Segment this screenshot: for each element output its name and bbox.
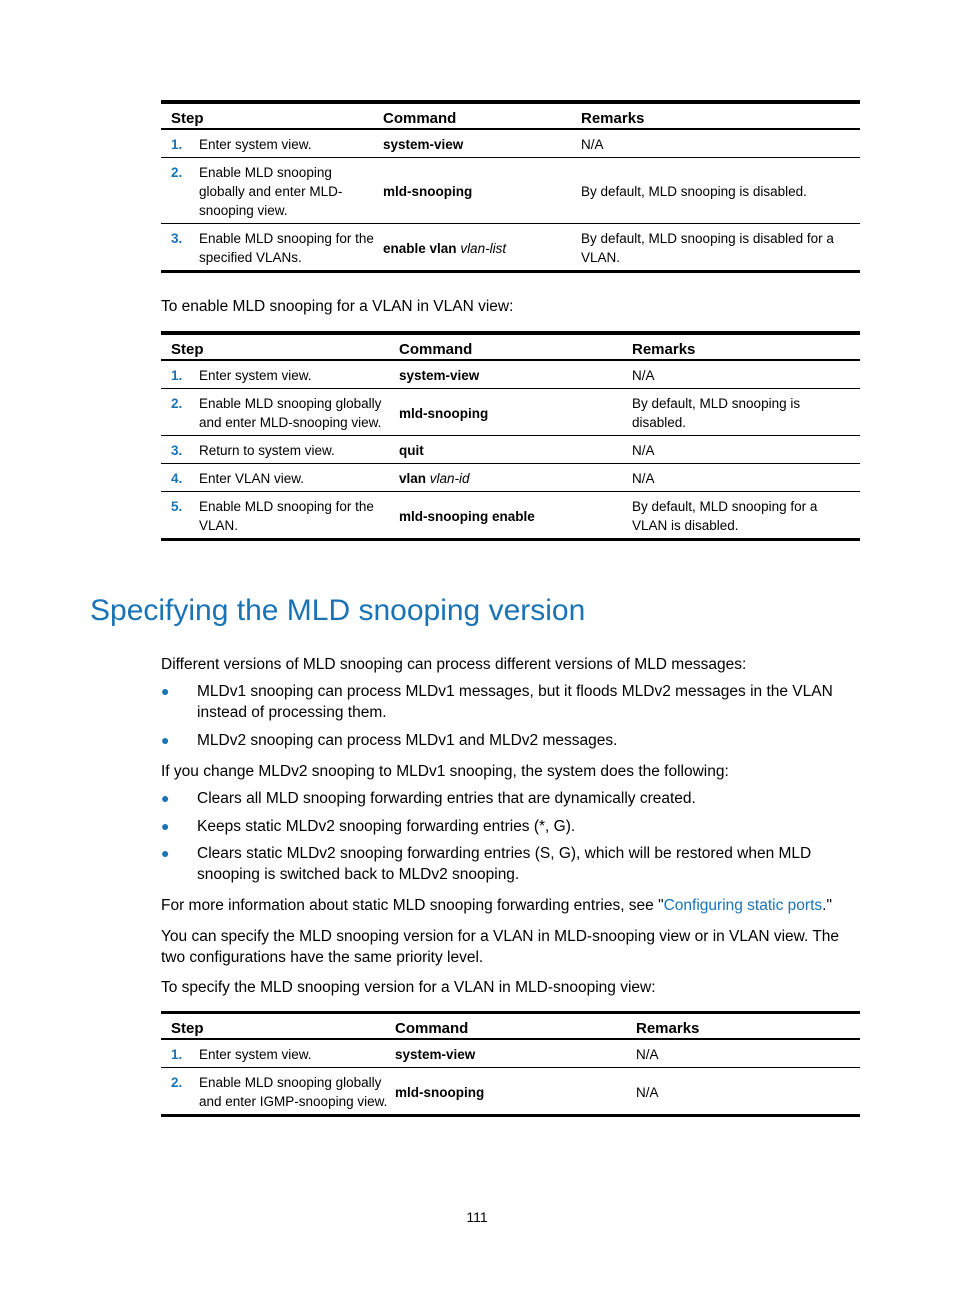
- step-number: 2.: [161, 389, 199, 436]
- bullet-text: MLDv2 snooping can process MLDv1 and MLDv2 messages.: [197, 732, 618, 749]
- remarks-cell: By default, MLD snooping is disabled.: [632, 389, 860, 436]
- command-keyword: quit: [399, 443, 424, 458]
- paragraph-change: If you change MLDv2 snooping to MLDv1 snooping, the system does the following:: [161, 763, 729, 780]
- table-row: [161, 492, 860, 540]
- command-cell: [399, 360, 632, 389]
- command-cell: [395, 1039, 636, 1068]
- paragraph-more-info: [161, 895, 866, 916]
- command-cell: [399, 492, 632, 540]
- command-argument: vlan-id: [429, 471, 470, 486]
- bullet-item: [161, 843, 866, 885]
- step-number: 1.: [161, 360, 199, 389]
- remarks-cell: N/A: [636, 1039, 860, 1068]
- command-cell: [399, 464, 632, 492]
- command-keyword: enable vlan: [383, 240, 457, 256]
- remarks-cell: By default, MLD snooping for a VLAN is disabled.: [632, 499, 818, 533]
- table-row: [161, 1068, 860, 1116]
- step-number: 4.: [161, 464, 199, 492]
- step-text: Enter VLAN view.: [199, 464, 399, 492]
- header-step: Step: [161, 1013, 395, 1040]
- header-command: Command: [395, 1013, 636, 1040]
- command-cell: [383, 129, 581, 158]
- table-1: [161, 100, 860, 273]
- bullet-text: Clears static MLDv2 snooping forwarding entries (S, G), which will be restored when MLD snooping is switched back to MLDv2 snooping.: [197, 845, 812, 883]
- remarks-cell: N/A: [632, 360, 860, 389]
- step-number: 2.: [161, 158, 199, 224]
- paragraph-specify: You can specify the MLD snooping version for a VLAN in MLD-snooping view or in VLAN view. The two configurations have the same priority level.: [161, 928, 840, 966]
- bullet-item: [161, 681, 866, 723]
- table-row: [161, 158, 860, 224]
- bullet-item: [161, 788, 866, 809]
- bullet-dot-icon: ●: [161, 845, 170, 861]
- command-cell: [395, 1068, 636, 1116]
- bullet-dot-icon: ●: [161, 732, 170, 748]
- bullet-text: Keeps static MLDv2 snooping forwarding entries (*, G).: [197, 818, 576, 835]
- step-number: 1.: [161, 129, 199, 158]
- header-remarks: Remarks: [636, 1013, 860, 1040]
- header-step: Step: [161, 333, 399, 360]
- remarks-cell: N/A: [636, 1084, 659, 1100]
- remarks-cell: By default, MLD snooping is disabled for a VLAN.: [581, 231, 834, 265]
- command-keyword: system-view: [395, 1047, 476, 1062]
- step-text: Return to system view.: [199, 436, 399, 464]
- step-text: Enable MLD snooping globally and enter IGMP-snooping view.: [199, 1075, 388, 1109]
- command-argument: vlan-list: [460, 240, 507, 256]
- paragraph-versions: Different versions of MLD snooping can process different versions of MLD messages:: [161, 656, 747, 673]
- step-text: Enter system view.: [199, 1039, 395, 1068]
- step-text: Enable MLD snooping globally and enter MLD-snooping view.: [199, 158, 383, 224]
- table-row: [161, 436, 860, 464]
- remarks-cell: N/A: [581, 129, 860, 158]
- header-remarks: Remarks: [581, 102, 860, 129]
- step-number: 3.: [171, 231, 183, 246]
- bullet-item: [161, 730, 866, 751]
- bullet-item: [161, 816, 866, 837]
- bullet-dot-icon: ●: [161, 818, 170, 834]
- step-text: Enable MLD snooping globally and enter MLD-snooping view.: [199, 389, 399, 436]
- text: .": [822, 897, 832, 914]
- table-row: [161, 1039, 860, 1068]
- step-text: Enter system view.: [199, 360, 399, 389]
- bullet-dot-icon: ●: [161, 790, 170, 806]
- bullet-text: Clears all MLD snooping forwarding entries that are dynamically created.: [197, 790, 696, 807]
- command-cell: [383, 224, 581, 272]
- header-remarks: Remarks: [632, 333, 860, 360]
- bullet-text: MLDv1 snooping can process MLDv1 messages, but it floods MLDv2 messages in the VLAN instead of processing them.: [197, 683, 833, 721]
- command-keyword: mld-snooping: [395, 1084, 485, 1100]
- header-command: Command: [383, 102, 581, 129]
- remarks-cell: By default, MLD snooping is disabled.: [581, 158, 860, 224]
- step-text: Enter system view.: [199, 129, 383, 158]
- step-number: 1.: [161, 1039, 199, 1068]
- command-cell: [399, 389, 632, 436]
- remarks-cell: N/A: [632, 464, 860, 492]
- step-text: Enable MLD snooping for the VLAN.: [199, 499, 374, 533]
- table-3: [161, 1011, 860, 1117]
- intro-paragraph-2: To enable MLD snooping for a VLAN in VLAN view:: [161, 298, 514, 315]
- table-2: [161, 331, 860, 541]
- table-row: [161, 360, 860, 389]
- remarks-cell: N/A: [632, 436, 860, 464]
- paragraph-intro-table3: To specify the MLD snooping version for a VLAN in MLD-snooping view:: [161, 979, 656, 996]
- command-keyword: system-view: [383, 137, 464, 152]
- table-row: [161, 464, 860, 492]
- command-keyword: vlan: [399, 471, 427, 486]
- command-keyword: mld-snooping: [399, 405, 489, 421]
- header-step: Step: [161, 102, 383, 129]
- command-keyword: mld-snooping: [383, 184, 473, 199]
- step-number: 5.: [171, 499, 183, 514]
- text: For more information about static MLD snooping forwarding entries, see ": [161, 897, 664, 914]
- command-cell: [383, 158, 581, 224]
- page-number: 111: [466, 1209, 488, 1225]
- section-title: Specifying the MLD snooping version: [90, 594, 586, 627]
- command-keyword: mld-snooping enable: [399, 508, 535, 524]
- command-cell: [399, 436, 632, 464]
- table-row: [161, 129, 860, 158]
- header-command: Command: [399, 333, 632, 360]
- table-row: [161, 224, 860, 272]
- command-keyword: system-view: [399, 368, 480, 383]
- step-number: 2.: [171, 1075, 183, 1090]
- link-configuring-static-ports[interactable]: Configuring static ports: [663, 897, 823, 914]
- table-row: [161, 389, 860, 436]
- step-text: Enable MLD snooping for the specified VLANs.: [199, 231, 374, 265]
- bullet-dot-icon: ●: [161, 683, 170, 699]
- step-number: 3.: [161, 436, 199, 464]
